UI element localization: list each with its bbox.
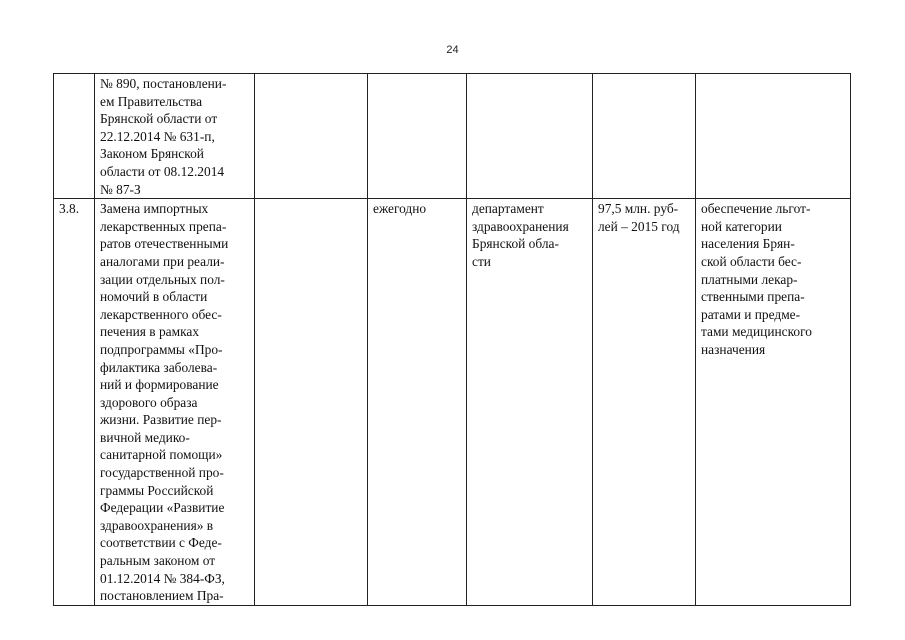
cell-funding: 97,5 млн. руб- лей – 2015 год: [593, 199, 696, 606]
measures-table: [53, 73, 851, 606]
cell-number: 3.8.: [54, 199, 95, 606]
page-number: 24: [446, 44, 459, 56]
table-row: [54, 199, 851, 606]
cell-result: обеспечение льгот- ной категории населения Брян- ской области бес- платными лекар- ственными препа- ратами и предме- тами медицинского назначения: [696, 199, 851, 606]
table-row: [54, 74, 851, 199]
cell-period: [368, 74, 467, 199]
cell-empty: [255, 199, 368, 606]
cell-executor: департамент здравоохранения Брянской обла- сти: [467, 199, 593, 606]
cell-description: № 890, постановлени- ем Правительства Брянской области от 22.12.2014 № 631-п, Законом Брянской области от 08.12.2014 № 87-З: [95, 74, 255, 199]
cell-number: [54, 74, 95, 199]
cell-period: ежегодно: [368, 199, 467, 606]
cell-result: [696, 74, 851, 199]
cell-funding: [593, 74, 696, 199]
cell-executor: [467, 74, 593, 199]
cell-empty: [255, 74, 368, 199]
cell-description: Замена импортных лекарственных препа- ратов отечественными аналогами при реали- зации отдельных пол- номочий в области лекарственного обес- печения в рамках подпрограммы «Про- филактика заболева- ний и формирование здорового образа жизни. Развитие пер- вичной медико- санитарной помощи» государственной про- граммы Российской Федерации «Развитие здравоохранения» в соответствии с Феде- ральным законом от 01.12.2014 № 384-ФЗ, постановлением Пра-: [95, 199, 255, 606]
